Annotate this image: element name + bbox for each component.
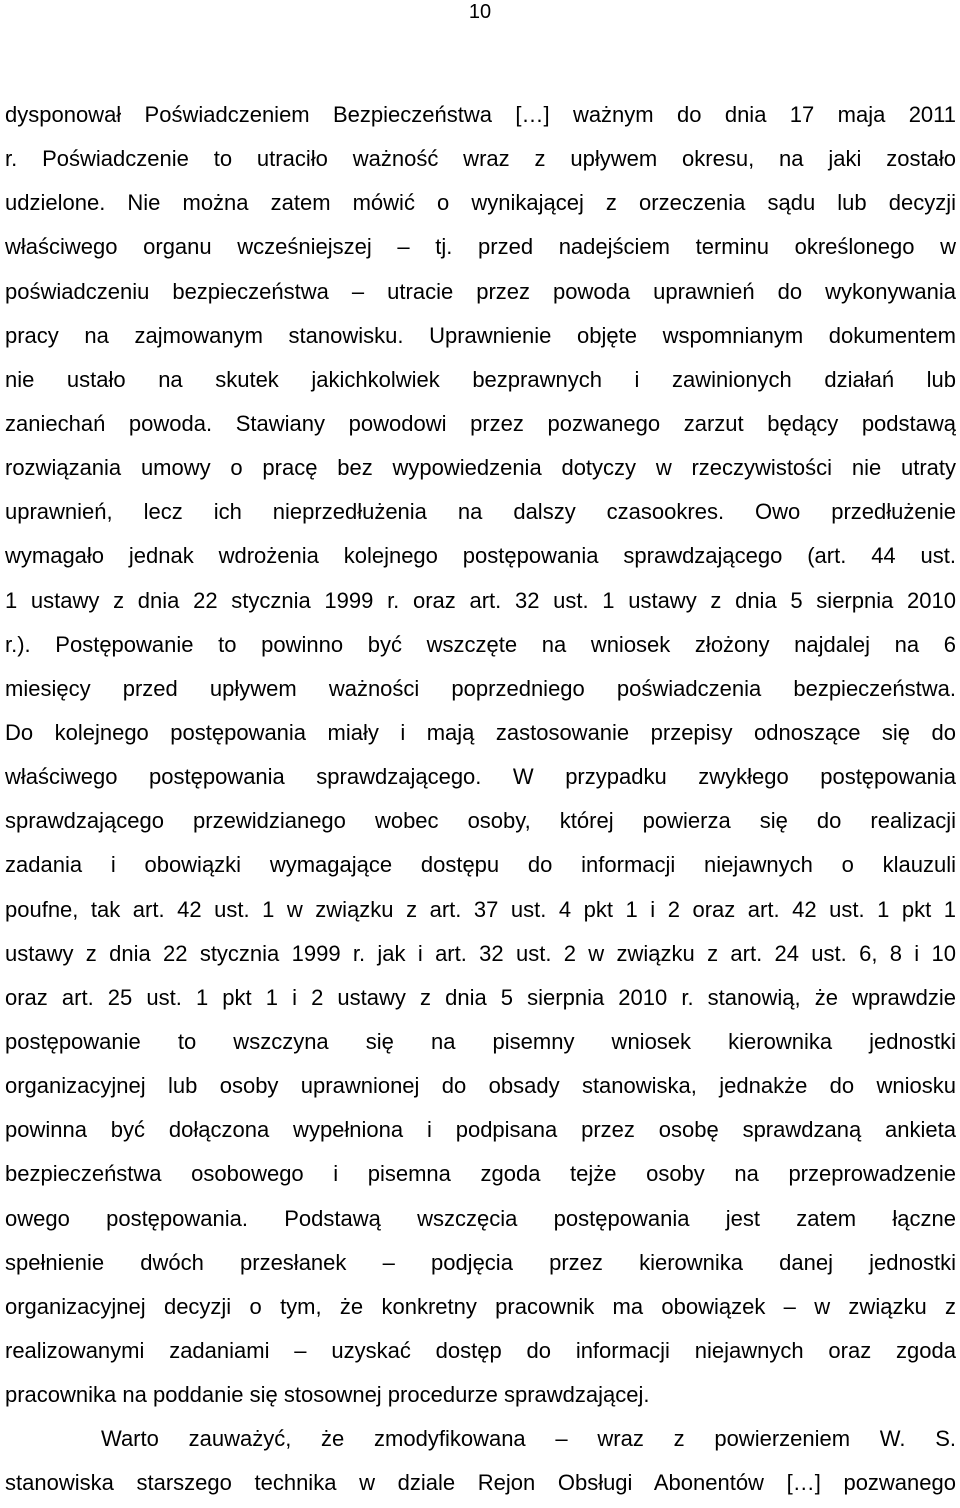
text-line: owego postępowania. Podstawą wszczęcia postępowania jest zatem łączne (5, 1205, 956, 1231)
text-line: realizowanymi zadaniami – uzyskać dostęp do informacji niejawnych oraz zgoda (5, 1337, 956, 1363)
text-line: miesięcy przed upływem ważności poprzedniego poświadczenia bezpieczeństwa. (5, 675, 956, 701)
text-line: r. Poświadczenie to utraciło ważność wraz z upływem okresu, na jaki zostało (5, 146, 956, 172)
text-line: rozwiązania umowy o pracę bez wypowiedzenia dotyczy w rzeczywistości nie utraty (5, 455, 956, 481)
text-line: dysponował Poświadczeniem Bezpieczeństwa […] ważnym do dnia 17 maja 2011 (5, 102, 956, 127)
text-line: nie ustało na skutek jakichkolwiek bezprawnych i zawinionych działań lub (5, 366, 956, 392)
text-line: organizacyjnej decyzji o tym, że konkretny pracownik ma obowiązek – w związku z (5, 1293, 956, 1319)
text-line: pracy na zajmowanym stanowisku. Uprawnienie objęte wspomnianym dokumentem (5, 322, 956, 348)
paragraph-last-line: pracownika na poddanie się stosownej procedurze sprawdzającej. (5, 1382, 650, 1408)
text-line: ustawy z dnia 22 stycznia 1999 r. jak i art. 32 ust. 2 w związku z art. 24 ust. 6, 8 i 10 (5, 940, 956, 966)
text-line: wymagało jednak wdrożenia kolejnego postępowania sprawdzającego (art. 44 ust. (5, 543, 956, 569)
text-line: powinna być dołączona wypełniona i podpisana przez osobę sprawdzaną ankieta (5, 1117, 956, 1143)
text-line: zaniechań powoda. Stawiany powodowi przez pozwanego zarzut będący podstawą (5, 410, 956, 436)
text-line: bezpieczeństwa osobowego i pisemna zgoda tejże osoby na przeprowadzenie (5, 1161, 956, 1187)
text-line: uprawnień, lecz ich nieprzedłużenia na dalszy czasookres. Owo przedłużenie (5, 499, 956, 525)
text-line: sprawdzającego przewidzianego wobec osoby, której powierza się do realizacji (5, 808, 956, 834)
text-line: właściwego organu wcześniejszej – tj. przed nadejściem terminu określonego w (5, 234, 956, 260)
page-number: 10 (468, 1, 492, 23)
text-line: zadania i obowiązki wymagające dostępu do informacji niejawnych o klauzuli (5, 852, 956, 878)
text-line: postępowanie to wszczyna się na pisemny wniosek kierownika jednostki (5, 1028, 956, 1054)
text-line: organizacyjnej lub osoby uprawnionej do obsady stanowiska, jednakże do wniosku (5, 1073, 956, 1099)
text-line: stanowiska starszego technika w dziale Rejon Obsługi Abonentów […] pozwanego (5, 1470, 956, 1496)
text-line: poświadczeniu bezpieczeństwa – utracie przez powoda uprawnień do wykonywania (5, 278, 956, 304)
text-line: r.). Postępowanie to powinno być wszczęte na wniosek złożony najdalej na 6 (5, 631, 956, 657)
text-line: oraz art. 25 ust. 1 pkt 1 i 2 ustawy z dnia 5 sierpnia 2010 r. stanowią, że wprawdzie (5, 984, 956, 1010)
text-line: spełnienie dwóch przesłanek – podjęcia przez kierownika danej jednostki (5, 1249, 956, 1275)
document-body (5, 93, 956, 1506)
text-line: właściwego postępowania sprawdzającego. W przypadku zwykłego postępowania (5, 764, 956, 790)
text-line: poufne, tak art. 42 ust. 1 w związku z art. 37 ust. 4 pkt 1 i 2 oraz art. 42 ust. 1 pkt 1 (5, 896, 956, 922)
paragraph-first-line: Warto zauważyć, że zmodyfikowana – wraz z powierzeniem W. S. (101, 1426, 956, 1452)
text-line: 1 ustawy z dnia 22 stycznia 1999 r. oraz art. 32 ust. 1 ustawy z dnia 5 sierpnia 2010 (5, 587, 956, 613)
text-line: udzielone. Nie można zatem mówić o wynikającej z orzeczenia sądu lub decyzji (5, 190, 956, 216)
text-line: Do kolejnego postępowania miały i mają zastosowanie przepisy odnoszące się do (5, 719, 956, 745)
